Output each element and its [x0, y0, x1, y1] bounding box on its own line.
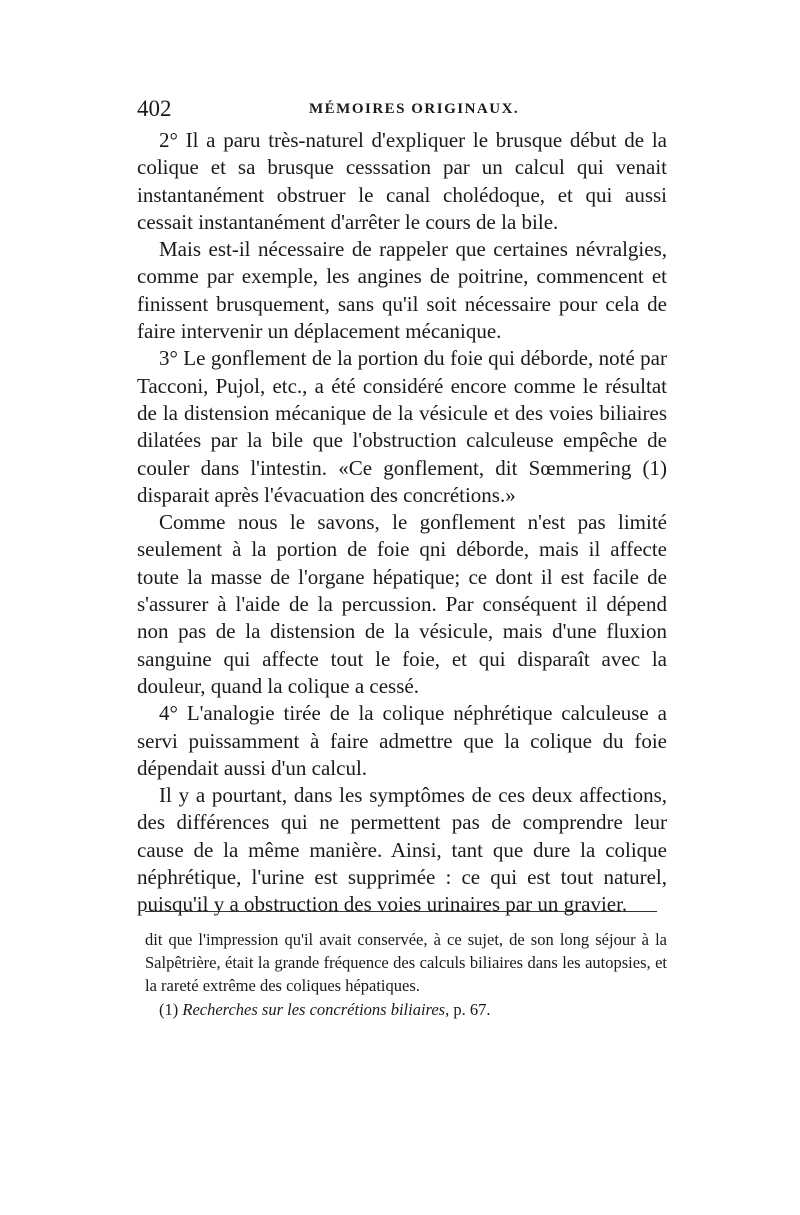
footnote-page: , p. 67.	[445, 999, 491, 1019]
paragraph-4-point: 4° L'analogie tirée de la colique néphrétique calculeuse a servi puissamment à faire admettre que la colique du foie dépendait aussi d'un calcul.	[137, 701, 667, 780]
footnotes	[145, 928, 667, 1021]
paragraph-3-point: 3° Le gonflement de la portion du foie qui déborde, noté par Tacconi, Pujol, etc., a été considéré encore comme le résultat de la distension mécanique de la vésicule et des voies biliaires dilatées par la bile que l'obstruction calculeuse empêche de couler dans l'intestin. «Ce gonflement, dit Sœmmering (1) disparait après l'évacuation des concrétions.»	[137, 346, 667, 507]
footnote-continuation: dit que l'impression qu'il avait conservée, à ce sujet, de son long séjour à la Salpêtrière, était la grande fréquence des calculs biliaires dans les autopsies, et la rareté extrême des coliques hépatiques.	[145, 930, 667, 996]
footnote-marker: (1)	[159, 999, 179, 1019]
paragraph-differences: Il y a pourtant, dans les symptômes de ces deux affections, des différences qui ne permettent pas de comprendre leur cause de la même manière. Ainsi, tant que dure la colique néphrétique, l'urine est supprimée : ce qui est tout naturel, puisqu'il y a obstruction des voies urinaires par un gravier.	[137, 783, 667, 917]
body-text	[137, 127, 667, 919]
page-number: 402	[137, 96, 172, 121]
paragraph-gonflement: Comme nous le savons, le gonflement n'est pas limité seulement à la portion de foie qni déborde, mais il affecte toute la masse de l'organe hépatique; ce dont il est facile de s'assurer à l'aide de la percussion. Par conséquent il dépend non pas de la distension de la vésicule, mais d'une fluxion sanguine qui affecte tout le foie, et qui disparaît avec la douleur, quand la colique a cessé.	[137, 510, 667, 698]
footnote-divider	[145, 911, 657, 912]
paragraph-nevralgies: Mais est-il nécessaire de rappeler que certaines névralgies, comme par exemple, les angines de poitrine, commencent et finissent brusquement, sans qu'il soit nécessaire pour cela de faire intervenir un déplacement mécanique.	[137, 237, 667, 344]
paragraph-2-point: 2° Il a paru très-naturel d'expliquer le brusque début de la colique et sa brusque cesssation par un calcul qui venait instantanément obstruer le canal cholédoque, et qui aussi cessait instantanément d'arrêter le cours de la bile.	[137, 128, 667, 234]
page-header	[137, 96, 667, 126]
footnote-title: Recherches sur les concrétions biliaires	[182, 999, 446, 1019]
footnote-1	[145, 998, 667, 1021]
running-title: MÉMOIRES ORIGINAUX.	[309, 101, 520, 117]
